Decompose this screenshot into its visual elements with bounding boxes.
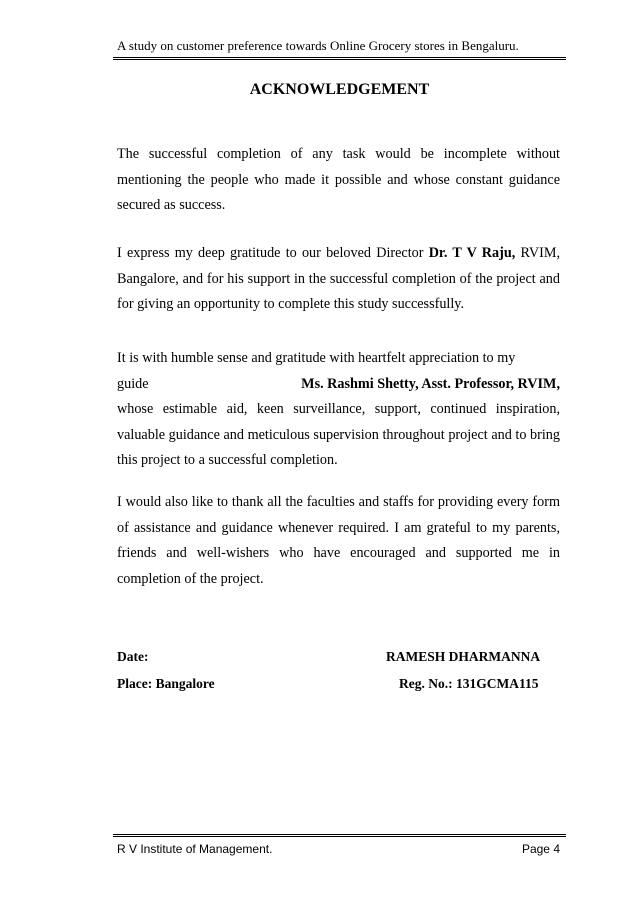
date-label: Date: <box>117 649 149 664</box>
student-name: RAMESH DHARMANNA <box>386 649 541 664</box>
guide-word: guide <box>117 375 149 392</box>
page-title: ACKNOWLEDGEMENT <box>249 81 430 98</box>
running-header: A study on customer preference towards Online Grocery stores in Bengaluru. <box>117 38 519 53</box>
paragraph-4: I would also like to thank all the faculties and staffs for providing every form of assistance and guidance whenever required. I am grateful to my parents, friends and well-wishers who have encouraged and supported me in completion of the project. <box>117 494 560 587</box>
paragraph-1: The successful completion of any task would be incomplete without mentioning the people who made it possible and whose constant guidance secured as success. <box>117 146 560 213</box>
paragraph-3 <box>117 346 560 474</box>
footer-institute: R V Institute of Management. <box>117 842 273 856</box>
page-number: Page 4 <box>521 842 560 856</box>
paragraph-3-rest: whose estimable aid, keen surveillance, support, continued inspiration, valuable guidance and meticulous supervision throughout project and to bring this project to a successful completion. <box>117 401 560 468</box>
footer-divider <box>113 834 566 837</box>
registration-number: Reg. No.: 131GCMA115 <box>399 676 539 691</box>
paragraph-2-text-start: I express my deep gratitude to our beloved Director <box>117 245 429 261</box>
paragraph-2 <box>117 241 560 318</box>
guide-line <box>117 372 560 398</box>
paragraph-2-text-end: RVIM, Bangalore, and for his support in the successful completion of the project and for giving an opportunity to complete this study successfully. <box>117 245 560 312</box>
place-label: Place: Bangalore <box>117 676 215 691</box>
director-name: Dr. T V Raju, <box>428 245 516 261</box>
guide-name: Ms. Rashmi Shetty, Asst. Professor, RVIM, <box>301 375 560 392</box>
header-divider <box>113 57 566 60</box>
paragraph-3-line-1: It is with humble sense and gratitude with heartfelt appreciation to my <box>117 350 516 366</box>
